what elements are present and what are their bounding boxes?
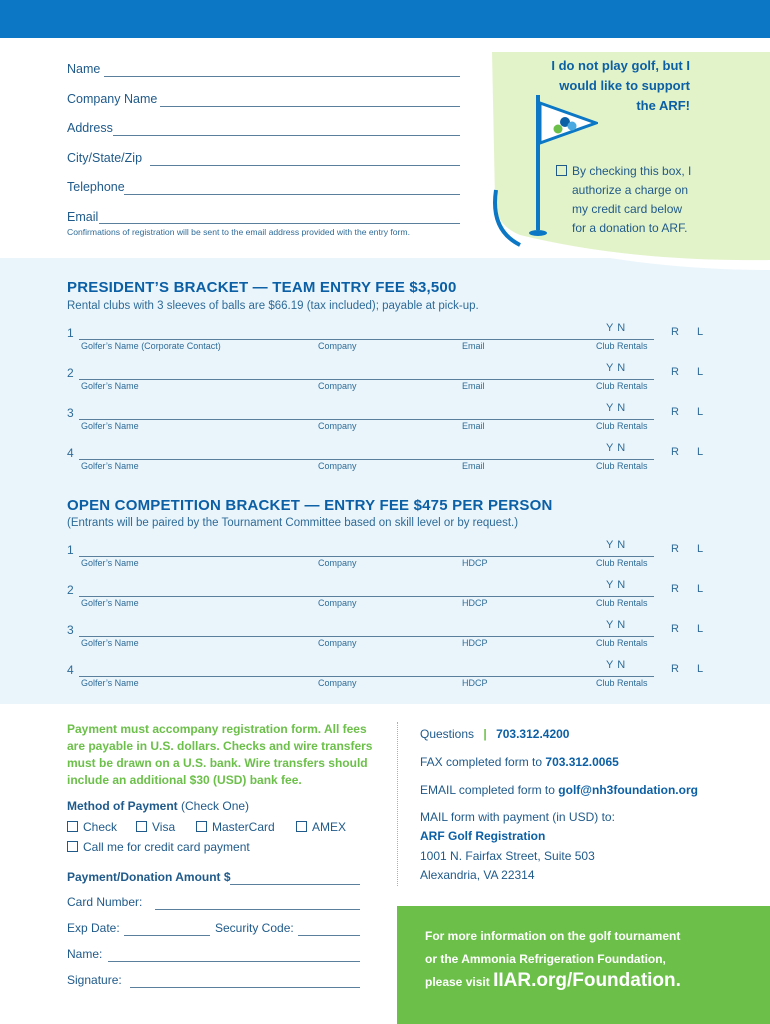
telephone-label: Telephone [67, 180, 125, 194]
entry-number: 3 [67, 623, 74, 637]
open-subheading: (Entrants will be paired by the Tournament Committee based on skill level or by request.) [67, 517, 519, 529]
foundation-link[interactable]: IIAR.org/Foundation. [493, 970, 681, 991]
golfer-name-caption: Golfer’s Name [81, 598, 139, 608]
entry-line[interactable] [79, 379, 654, 380]
option-label: Check [83, 820, 118, 834]
city-label: City/State/Zip [67, 151, 143, 165]
address-label: Address [67, 121, 113, 135]
golfer-name-caption: Golfer’s Name [81, 461, 139, 471]
hand-left[interactable]: L [697, 623, 704, 635]
open-heading: OPEN COMPETITION BRACKET — ENTRY FEE $475 PER PERSON [67, 497, 553, 514]
email-contact-address[interactable]: golf@nh3foundation.org [558, 783, 698, 797]
name-field[interactable] [67, 62, 462, 76]
call-me-checkbox[interactable] [67, 841, 78, 852]
company-line[interactable] [160, 106, 460, 107]
method-label: Method of Payment [67, 799, 178, 813]
hand-right[interactable]: R [671, 326, 679, 338]
hand-left[interactable]: L [697, 543, 704, 555]
confirmation-note: Confirmations of registration will be sent to the email address provided with the entry form. [67, 227, 410, 237]
company-caption: Company [318, 461, 357, 471]
info-line: For more information on the golf tournament [425, 929, 681, 943]
check-checkbox[interactable] [67, 821, 78, 832]
option-label: MasterCard [212, 820, 275, 834]
golfer-name-caption: Golfer’s Name [81, 381, 139, 391]
entry-number: 1 [67, 543, 74, 557]
signature-label: Signature: [67, 973, 122, 987]
club-rentals-caption: Club Rentals [596, 381, 648, 391]
option-label: Visa [152, 820, 176, 834]
amex-checkbox[interactable] [296, 821, 307, 832]
questions-separator: | [483, 727, 487, 741]
entry-line[interactable] [79, 339, 654, 340]
club-rental-yes-no[interactable]: Y N [606, 322, 626, 334]
entry-number: 2 [67, 366, 74, 380]
club-rental-yes-no[interactable]: Y N [606, 362, 626, 374]
option-label: Call me for credit card payment [83, 840, 250, 854]
security-code-label: Security Code: [215, 921, 294, 935]
option-check[interactable] [67, 820, 117, 834]
golfer-name-caption: Golfer’s Name [81, 558, 139, 568]
support-title-line: the ARF! [636, 98, 690, 113]
payment-note [67, 721, 387, 789]
club-rentals-caption: Club Rentals [596, 461, 648, 471]
payer-name-label: Name: [67, 947, 103, 961]
email-field[interactable] [67, 210, 462, 224]
info-line-url [425, 970, 681, 992]
card-number-label: Card Number: [67, 895, 143, 909]
amount-label: Payment/Donation Amount $ [67, 870, 231, 884]
signature-line[interactable] [130, 987, 360, 988]
entry-line[interactable] [79, 459, 654, 460]
visa-checkbox[interactable] [136, 821, 147, 832]
method-hint: (Check One) [181, 799, 250, 813]
telephone-field[interactable] [67, 180, 462, 194]
club-rental-yes-no[interactable]: Y N [606, 402, 626, 414]
golfer-name-caption: Golfer’s Name [81, 421, 139, 431]
option-amex[interactable] [296, 820, 346, 834]
name-label: Name [67, 62, 101, 76]
hand-left[interactable]: L [697, 366, 704, 378]
club-rentals-caption: Club Rentals [596, 558, 648, 568]
exp-date-line[interactable] [124, 935, 210, 936]
support-text-line: By checking this box, I [572, 164, 692, 178]
entry-number: 3 [67, 406, 74, 420]
payment-note-line: must be drawn on a U.S. bank. Wire transfers should [67, 756, 368, 770]
hand-left[interactable]: L [697, 663, 704, 675]
club-rentals-caption: Club Rentals [596, 678, 648, 688]
hand-right[interactable]: R [671, 663, 679, 675]
mail-label: MAIL form with payment (in USD) to: [420, 810, 615, 824]
fax-number[interactable]: 703.312.0065 [545, 755, 619, 769]
company-caption: Company [318, 421, 357, 431]
company-caption: Company [318, 678, 357, 688]
mail-city: Alexandria, VA 22314 [420, 868, 535, 882]
questions-line [420, 727, 569, 741]
hand-right[interactable]: R [671, 543, 679, 555]
entry-line[interactable] [79, 676, 654, 677]
column-divider [397, 722, 398, 886]
support-text-line: my credit card below [572, 202, 683, 216]
third-column-caption: Email [462, 381, 485, 391]
email-label: Email [67, 210, 99, 224]
hand-left[interactable]: L [697, 583, 704, 595]
support-text-line: for a donation to ARF. [572, 221, 688, 235]
entry-line[interactable] [79, 596, 654, 597]
city-line[interactable] [150, 165, 460, 166]
info-line: or the Ammonia Refrigeration Foundation, [425, 952, 666, 966]
support-text-line: authorize a charge on [572, 183, 689, 197]
hand-right[interactable]: R [671, 583, 679, 595]
third-column-caption: HDCP [462, 558, 488, 568]
support-title-line: would like to support [559, 78, 690, 93]
presidents-heading: PRESIDENT’S BRACKET — TEAM ENTRY FEE $3,500 [67, 279, 457, 296]
option-call-me[interactable] [67, 840, 250, 854]
payer-name-line[interactable] [108, 961, 360, 962]
exp-date-label: Exp Date: [67, 921, 120, 935]
mail-street: 1001 N. Fairfax Street, Suite 503 [420, 849, 595, 863]
golfer-name-caption: Golfer’s Name (Corporate Contact) [81, 341, 221, 351]
card-number-line[interactable] [155, 909, 360, 910]
club-rentals-caption: Club Rentals [596, 638, 648, 648]
info-prefix: please visit [425, 975, 490, 989]
mastercard-checkbox[interactable] [196, 821, 207, 832]
club-rentals-caption: Club Rentals [596, 421, 648, 431]
hand-right[interactable]: R [671, 406, 679, 418]
company-caption: Company [318, 341, 357, 351]
security-code-line[interactable] [298, 935, 360, 936]
payment-note-line: include an additional $30 (USD) bank fee. [67, 773, 302, 787]
support-checkbox-row[interactable] [556, 162, 716, 182]
method-of-payment [67, 799, 249, 813]
golfer-name-caption: Golfer’s Name [81, 678, 139, 688]
city-field[interactable] [67, 151, 462, 165]
address-line[interactable] [113, 135, 460, 136]
fax-line [420, 755, 619, 769]
club-rental-yes-no[interactable]: Y N [606, 539, 626, 551]
amount-line[interactable] [230, 884, 360, 885]
club-rental-yes-no[interactable]: Y N [606, 442, 626, 454]
hand-right[interactable]: R [671, 366, 679, 378]
entry-number: 1 [67, 326, 74, 340]
fax-label: FAX completed form to [420, 755, 543, 769]
club-rentals-caption: Club Rentals [596, 341, 648, 351]
third-column-caption: Email [462, 421, 485, 431]
payment-note-line: Payment must accompany registration form. All fees [67, 722, 367, 736]
third-column-caption: HDCP [462, 678, 488, 688]
third-column-caption: Email [462, 461, 485, 471]
address-field[interactable] [67, 121, 462, 135]
option-mastercard[interactable] [196, 820, 275, 834]
top-banner [0, 0, 770, 38]
support-title-line: I do not play golf, but I [551, 58, 690, 73]
club-rental-yes-no[interactable]: Y N [606, 619, 626, 631]
hand-left[interactable]: L [697, 326, 704, 338]
questions-phone[interactable]: 703.312.4200 [496, 727, 570, 741]
company-caption: Company [318, 638, 357, 648]
entry-line[interactable] [79, 419, 654, 420]
support-checkbox[interactable] [556, 165, 567, 176]
entry-line[interactable] [79, 636, 654, 637]
entry-number: 4 [67, 663, 74, 677]
third-column-caption: Email [462, 341, 485, 351]
telephone-line[interactable] [124, 194, 460, 195]
club-rentals-caption: Club Rentals [596, 598, 648, 608]
name-line[interactable] [104, 76, 460, 77]
club-rental-yes-no[interactable]: Y N [606, 579, 626, 591]
entry-number: 2 [67, 583, 74, 597]
hand-right[interactable]: R [671, 446, 679, 458]
questions-label: Questions [420, 727, 475, 741]
email-contact-label: EMAIL completed form to [420, 783, 555, 797]
option-visa[interactable] [136, 820, 175, 834]
third-column-caption: HDCP [462, 638, 488, 648]
third-column-caption: HDCP [462, 598, 488, 608]
email-line-contact [420, 783, 698, 797]
company-caption: Company [318, 381, 357, 391]
company-label: Company Name [67, 92, 158, 106]
entry-number: 4 [67, 446, 74, 460]
hand-left[interactable]: L [697, 406, 704, 418]
option-label: AMEX [312, 820, 347, 834]
company-caption: Company [318, 558, 357, 568]
mail-name: ARF Golf Registration [420, 829, 546, 843]
golfer-name-caption: Golfer’s Name [81, 638, 139, 648]
club-rental-yes-no[interactable]: Y N [606, 659, 626, 671]
company-field[interactable] [67, 92, 462, 106]
company-caption: Company [318, 598, 357, 608]
presidents-subheading: Rental clubs with 3 sleeves of balls are $66.19 (tax included); payable at pick-up. [67, 300, 479, 312]
hand-right[interactable]: R [671, 623, 679, 635]
hand-left[interactable]: L [697, 446, 704, 458]
email-line[interactable] [99, 223, 460, 224]
payment-note-line: are payable in U.S. dollars. Checks and wire transfers [67, 739, 373, 753]
entry-line[interactable] [79, 556, 654, 557]
